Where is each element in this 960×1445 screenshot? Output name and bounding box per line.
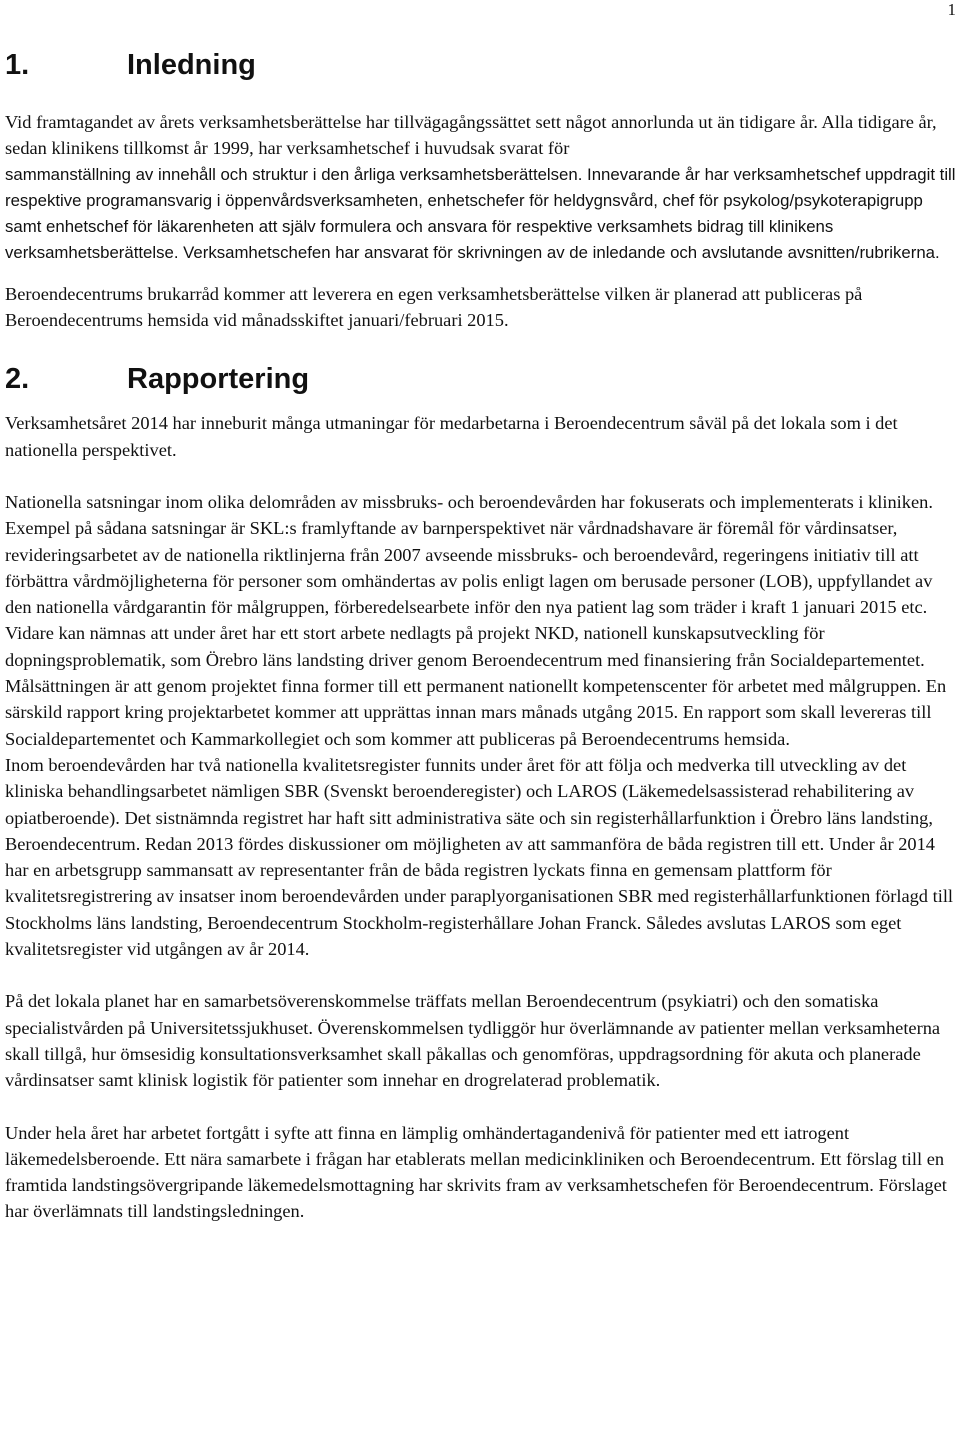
paragraph-lakemedelsberoende: Under hela året har arbetet fortgått i syfte att finna en lämplig omhändertagandenivå för patienter med ett iatrogent läkemedelsberoende. Ett nära samarbete i frågan har etablerats mellan medicinkliniken och Beroendecentrum. Ett förslag till en framtida landstingsövergripande läkemedelsmottagning har skrivits fram av verksamhetschefen för Beroendecentrum. Förslaget har överlämnats till landstingsledningen.: [5, 1122, 947, 1222]
intro-serif-text: Vid framtagandet av årets verksamhetsberättelse har tillvägagångssättet sett något annorlunda ut än tidigare år. Alla tidigare år, sedan klinikens tillkomst år 1999, har verksamhetschef i huvudsak svarat för: [5, 112, 937, 159]
section-title: Rapportering: [127, 363, 310, 396]
intro-sans-text: sammanställning av innehåll och struktur i den årliga verksamhetsberättelsen. Innevarande år har verksamhetschef uppdragit till respektive programansvarig i öppenvårdsverksamheten, enhetschefer för heldygnsvård, chef för psykolog/psykoterapigrupp samt enhetschef för läkarenheten att själv formulera och ansvara för respektive verksamhets bidrag till klinikens verksamhetsberättelse. Verksamhetschefen har ansvarat för skrivningen av de inledande och avslutande avsnitten/rubrikerna.: [5, 164, 956, 263]
paragraph-nationella-satsningar: Nationella satsningar inom olika delområden av missbruks- och beroendevården har fokuserats och implementerats i kliniken. Exempel på sådana satsningar är SKL:s framlyftande av barnperspektivet när vårdnadshavare är föremål för vårdinsatser, revideringsarbetet av de nationella riktlinjerna från 2007 avseende missbruks- och beroendevård, regeringens initiativ till att förbättra vårdmöjligheterna för personer som omhändertas av polis enligt lagen om berusade personer (LOB), uppfyllandet av den nationella vårdgarantin för målgruppen, förberedelsearbete inför den nya patient lag som träder i kraft 1 januari 2015 etc.: [5, 491, 933, 618]
section-number: 2.: [5, 363, 30, 396]
paragraph-lokala-planet: På det lokala planet har en samarbetsöverenskommelse träffats mellan Beroendecentrum (psykiatri) och den somatiska specialistvården på Universitetssjukhuset. Överenskommelsen tydliggör hur överlämnande av patienter mellan verksamheterna skall tillgå, hur ömsesidig konsultationsverksamhet skall påkallas och genomföras, uppdragsordning för akuta och planerade vårdinsatser samt klinisk logistik för patienter som innehar en drogrelaterad problematik.: [5, 991, 941, 1091]
section-number: 1.: [5, 49, 30, 81]
paragraph-intro: [5, 109, 960, 162]
section-heading-rapportering: [5, 362, 960, 396]
paragraph-brukarrad: Beroendecentrums brukarråd kommer att leverera en egen verksamhetsberättelse vilken är planerad att publiceras på Beroendecentrums hemsida vid månadsskiftet januari/februari 2015.: [5, 283, 863, 331]
section-title: Inledning: [127, 49, 256, 81]
paragraph-nkd-projekt: Vidare kan nämnas att under året har ett stort arbete nedlagts på projekt NKD, nationell kunskapsutveckling för dopningsproblematik, som Örebro läns landsting driver genom Beroendecentrum med finansiering från Socialdepartementet. Målsättningen är att genom projektet finna former till ett permanent nationellt kompetenscenter för arbetet med målgruppen. En särskild rapport kring projektarbetet kommer att upprättas innan mars månads utgång 2015. En rapport som skall levereras till Socialdepartementet och Kammarkollegiet och som kommer att publiceras på Beroendecentrums hemsida.: [5, 623, 947, 749]
document-body: [5, 0, 960, 1225]
paragraph-verksamhetsaret: Verksamhetsåret 2014 har inneburit många utmaningar för medarbetarna i Beroendecentrum såväl på det lokala som i det nationella perspektivet.: [5, 413, 898, 460]
section-heading-inledning: [5, 48, 960, 82]
paragraph-intro-continued: [5, 162, 960, 267]
paragraph-kvalitetsregister: Inom beroendevården har två nationella kvalitetsregister funnits under året för att följa och medverka till utveckling av det kliniska behandlingsarbetet nämligen SBR (Svenskt beroenderegister) och LAROS (Läkemedelsassisterad rehabilitering av opiatberoende). Det sistnämnda registret har haft sitt administrativa säte och sin registerhållarfunktion i Örebro läns landsting, Beroendecentrum. Redan 2013 fördes diskussioner om möjligheten av att sammanföra de båda registren till ett. Under år 2014 har en arbetsgrupp sammansatt av representanter från de båda registren lyckats finna en gemensam plattform för kvalitetsregistrering av insatser inom beroendevården under paraplyorganisationen SBR med registerhållarfunktionen förlagd till Stockholms läns landsting, Beroendecentrum Stockholm-registerhållare Johan Franck. Således avslutas LAROS som eget kvalitetsregister vid utgången av år 2014.: [5, 754, 954, 960]
page-number: 1: [947, 0, 956, 19]
